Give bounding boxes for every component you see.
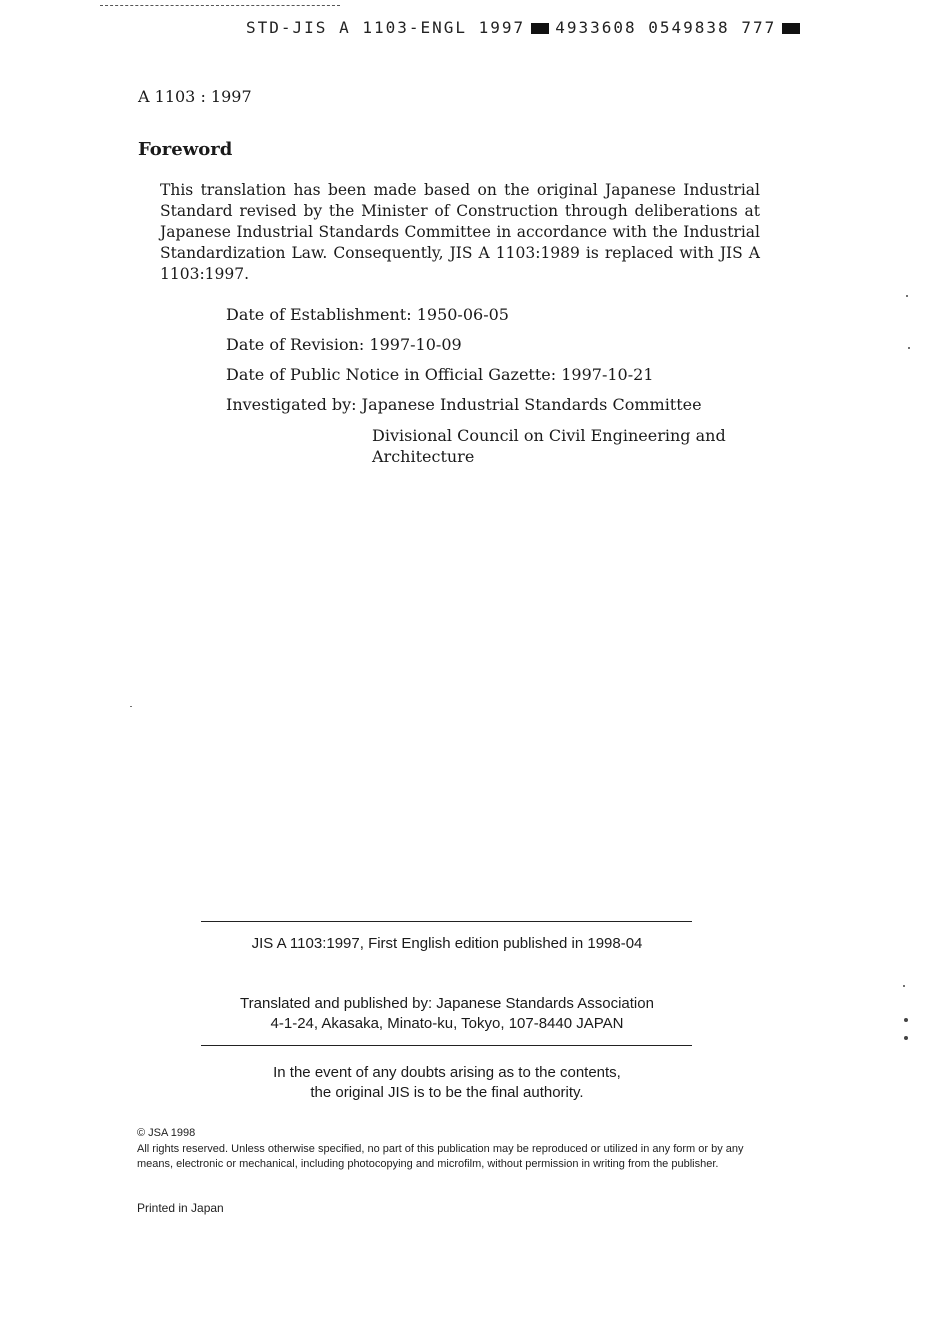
- publisher-address: 4-1-24, Akasaka, Minato-ku, Tokyo, 107-8440 JAPAN: [270, 1015, 624, 1032]
- date-public-notice: [226, 365, 654, 384]
- scan-speck: [904, 1036, 908, 1040]
- scan-speck: [908, 347, 910, 349]
- header-rule: [100, 5, 340, 6]
- investigated-by: [226, 395, 702, 414]
- authority-note: [150, 1063, 744, 1103]
- foreword-paragraph: This translation has been made based on the original Japanese Industrial Standard revised by the Minister of Construction through deliberations at Japanese Industrial Standards Committee in accordance with the Industrial Standardization Law. Consequently, JIS A 1103:1989 is replaced with JIS A 1103:1997.: [160, 181, 760, 283]
- date-revision: [226, 335, 462, 354]
- stamp-block-1: [531, 23, 549, 34]
- stamp-block-2: [782, 23, 800, 34]
- document-stamp: [246, 18, 806, 37]
- date-value: 1997-10-21: [561, 365, 654, 384]
- scan-speck: [903, 985, 905, 987]
- scan-speck: [130, 706, 132, 707]
- date-label: Date of Establishment:: [226, 305, 412, 324]
- scan-speck: [904, 1018, 908, 1022]
- printed-in: Printed in Japan: [137, 1201, 224, 1215]
- section-title: Foreword: [138, 139, 233, 160]
- rights-statement: All rights reserved. Unless otherwise specified, no part of this publication may be reproduced or utilized in any form or by any means, electronic or mechanical, including photocopying and microfilm, without permission in writing from the publisher.: [137, 1143, 744, 1170]
- document-number: A 1103 : 1997: [138, 87, 252, 106]
- date-establishment: [226, 305, 509, 324]
- stamp-right-text: 4933608 0549838 777: [555, 18, 777, 37]
- date-value: 1950-06-05: [416, 305, 509, 324]
- date-value: 1997-10-09: [369, 335, 462, 354]
- authority-line-1: In the event of any doubts arising as to the contents,: [273, 1064, 621, 1081]
- scan-speck: [906, 295, 908, 297]
- date-label: Date of Revision:: [226, 335, 365, 354]
- upper-divider: [201, 921, 692, 922]
- stamp-left-text: STD-JIS A 1103-ENGL 1997: [246, 18, 526, 37]
- investigated-committee: Japanese Industrial Standards Committee: [361, 395, 702, 414]
- investigated-council: Divisional Council on Civil Engineering and Architecture: [372, 426, 726, 466]
- copyright: © JSA 1998: [137, 1127, 196, 1139]
- lower-divider: [201, 1045, 692, 1046]
- investigated-label: Investigated by:: [226, 395, 357, 414]
- publisher-line: Translated and published by: Japanese Standards Association: [240, 995, 654, 1012]
- date-label: Date of Public Notice in Official Gazette:: [226, 365, 557, 384]
- edition-line: JIS A 1103:1997, First English edition published in 1998-04: [251, 935, 643, 952]
- authority-line-2: the original JIS is to be the final authority.: [310, 1084, 584, 1101]
- publisher-block: [150, 994, 744, 1034]
